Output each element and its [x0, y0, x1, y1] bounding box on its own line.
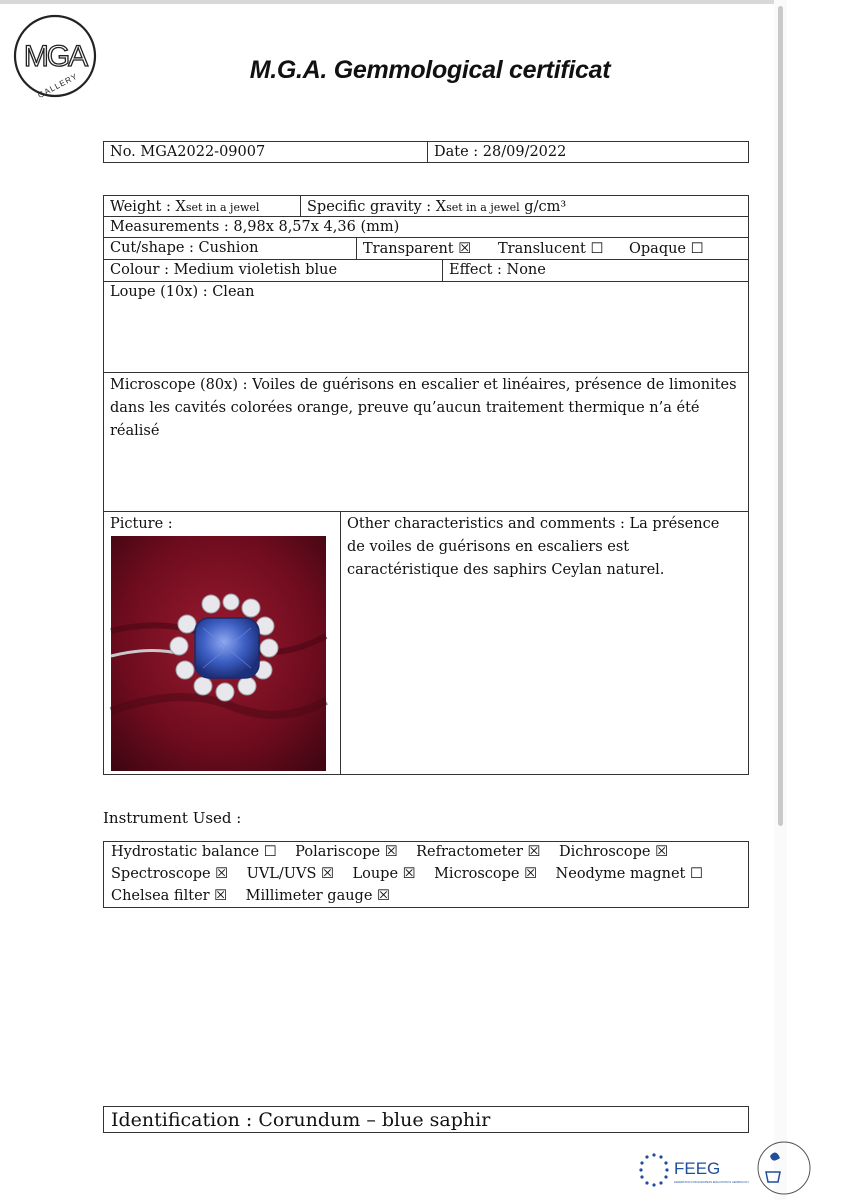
logo-subtext: GALLERY: [36, 71, 80, 101]
feeg-logo-icon: [636, 1150, 750, 1190]
top-border: [0, 0, 787, 4]
colour-field: Colour : Medium violetish blue: [110, 262, 338, 278]
srbkrv-seal-icon: [750, 1138, 790, 1200]
page-title: M.G.A. Gemmological certificat: [249, 56, 611, 84]
instruments-label: Instrument Used :: [103, 809, 242, 827]
specific-gravity-field: Specific gravity : Xset in a jewel g/cm³: [307, 199, 567, 215]
scrollbar-thumb[interactable]: [778, 6, 783, 826]
logo-letters: MGA: [23, 40, 87, 73]
instruments-line-3: Chelsea filter ☒ Millimeter gauge ☒: [111, 888, 391, 904]
measurements-field: Measurements : 8,98x 8,57x 4,36 (mm): [110, 219, 400, 235]
certificate-number: No. MGA2022-09007: [110, 144, 266, 160]
weight-field: Weight : Xset in a jewel: [110, 199, 260, 215]
certificate-date: Date : 28/09/2022: [434, 144, 567, 160]
microscope-field: Microscope (80x) : Voiles de guérisons en escalier et linéaires, présence de limonites dans les cavités colorées orange, preuve qu’aucun traitement thermique n’a été réalisé: [110, 377, 737, 439]
loupe-field: Loupe (10x) : Clean: [110, 284, 255, 300]
identification-field: Identification : Corundum – blue saphir: [103, 1106, 749, 1133]
feeg-label: FEEG: [674, 1159, 721, 1178]
comments-field: Other characteristics and comments : La présence de voiles de guérisons en escaliers est caractéristique des saphirs Ceylan naturel.: [347, 516, 720, 578]
transparent-checkbox: Transparent ☒: [363, 241, 472, 257]
ring-photo: [111, 536, 326, 771]
translucent-checkbox: Translucent ☐: [498, 241, 604, 257]
feeg-caption: FEDERATION FOR EUROPEAN EDUCATION IN GEMMOLOGY: [674, 1181, 750, 1184]
instruments-line-2: Spectroscope ☒ UVL/UVS ☒ Loupe ☒ Microscope ☒ Neodyme magnet ☐: [111, 866, 703, 882]
picture-label: Picture :: [110, 516, 173, 532]
instruments-line-1: Hydrostatic balance ☐ Polariscope ☒ Refractometer ☒ Dichroscope ☒: [111, 844, 669, 860]
effect-field: Effect : None: [449, 262, 546, 278]
opaque-checkbox: Opaque ☐: [629, 241, 704, 257]
cut-shape-field: Cut/shape : Cushion: [110, 240, 259, 256]
